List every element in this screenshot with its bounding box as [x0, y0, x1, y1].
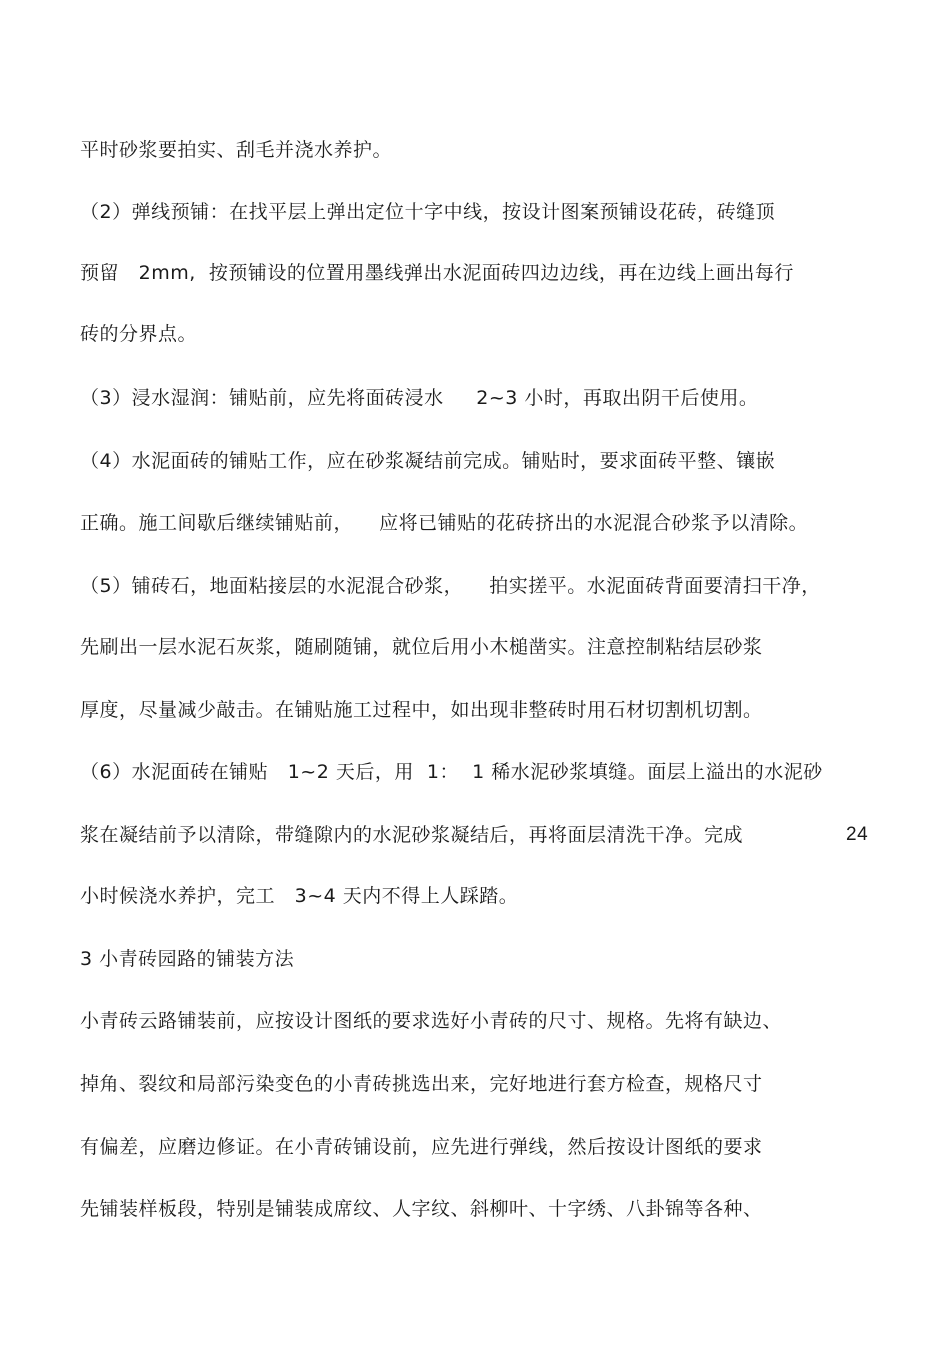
section-heading: 3 小青砖园路的铺装方法 [80, 948, 295, 970]
text-line-2: （2）弹线预铺：在找平层上弹出定位十字中线，按设计图案预铺设花砖，砖缝顶 [80, 201, 776, 223]
text-line-7: 正确。施工间歇后继续铺贴前， 应将已铺贴的花砖挤出的水泥混合砂浆予以清除。 [80, 512, 809, 534]
text-line-13: 小时候浇水养护，完工 3~4 天内不得上人踩踏。 [80, 885, 519, 907]
text-line-6: （4）水泥面砖的铺贴工作，应在砂浆凝结前完成。铺贴时，要求面砖平整、镶嵌 [80, 450, 776, 472]
text-line-9: 先刷出一层水泥石灰浆，随刷随铺，就位后用小木槌凿实。注意控制粘结层砂浆 [80, 636, 763, 658]
text-line-12: 浆在凝结前予以清除，带缝隙内的水泥砂浆凝结后，再将面层清洗干净。完成 [80, 824, 744, 846]
text-line-17: 有偏差，应磨边修证。在小青砖铺设前，应先进行弹线，然后按设计图纸的要求 [80, 1136, 763, 1158]
text-line-3: 预留 2mm, 按预铺设的位置用墨线弹出水泥面砖四边边线，再在边线上画出每行 [80, 262, 794, 284]
text-line-8: （5）铺砖石，地面粘接层的水泥混合砂浆， 拍实搓平。水泥面砖背面要清扫干净， [80, 575, 821, 597]
text-line-4: 砖的分界点。 [80, 323, 198, 345]
text-line-1: 平时砂浆要拍实、刮毛并浇水养护。 [80, 139, 393, 161]
text-line-5: （3）浸水湿润：铺贴前，应先将面砖浸水 2~3 小时，再取出阴干后使用。 [80, 387, 759, 409]
text-line-10: 厚度，尽量减少敲击。在铺贴施工过程中，如出现非整砖时用石材切割机切割。 [80, 699, 763, 721]
text-line-16: 掉角、裂纹和局部污染变色的小青砖挑选出来，完好地进行套方检查，规格尺寸 [80, 1073, 763, 1095]
text-line-11: （6）水泥面砖在铺贴 1~2 天后，用 1： 1 稀水泥砂浆填缝。面层上溢出的水泥砂 [80, 761, 823, 783]
text-line-18: 先铺装样板段，特别是铺装成席纹、人字纹、斜柳叶、十字绣、八卦锦等各种、 [80, 1198, 763, 1220]
line-continuation-number: 24 [846, 824, 869, 845]
text-line-15: 小青砖云路铺装前，应按设计图纸的要求选好小青砖的尺寸、规格。先将有缺边、 [80, 1010, 783, 1032]
